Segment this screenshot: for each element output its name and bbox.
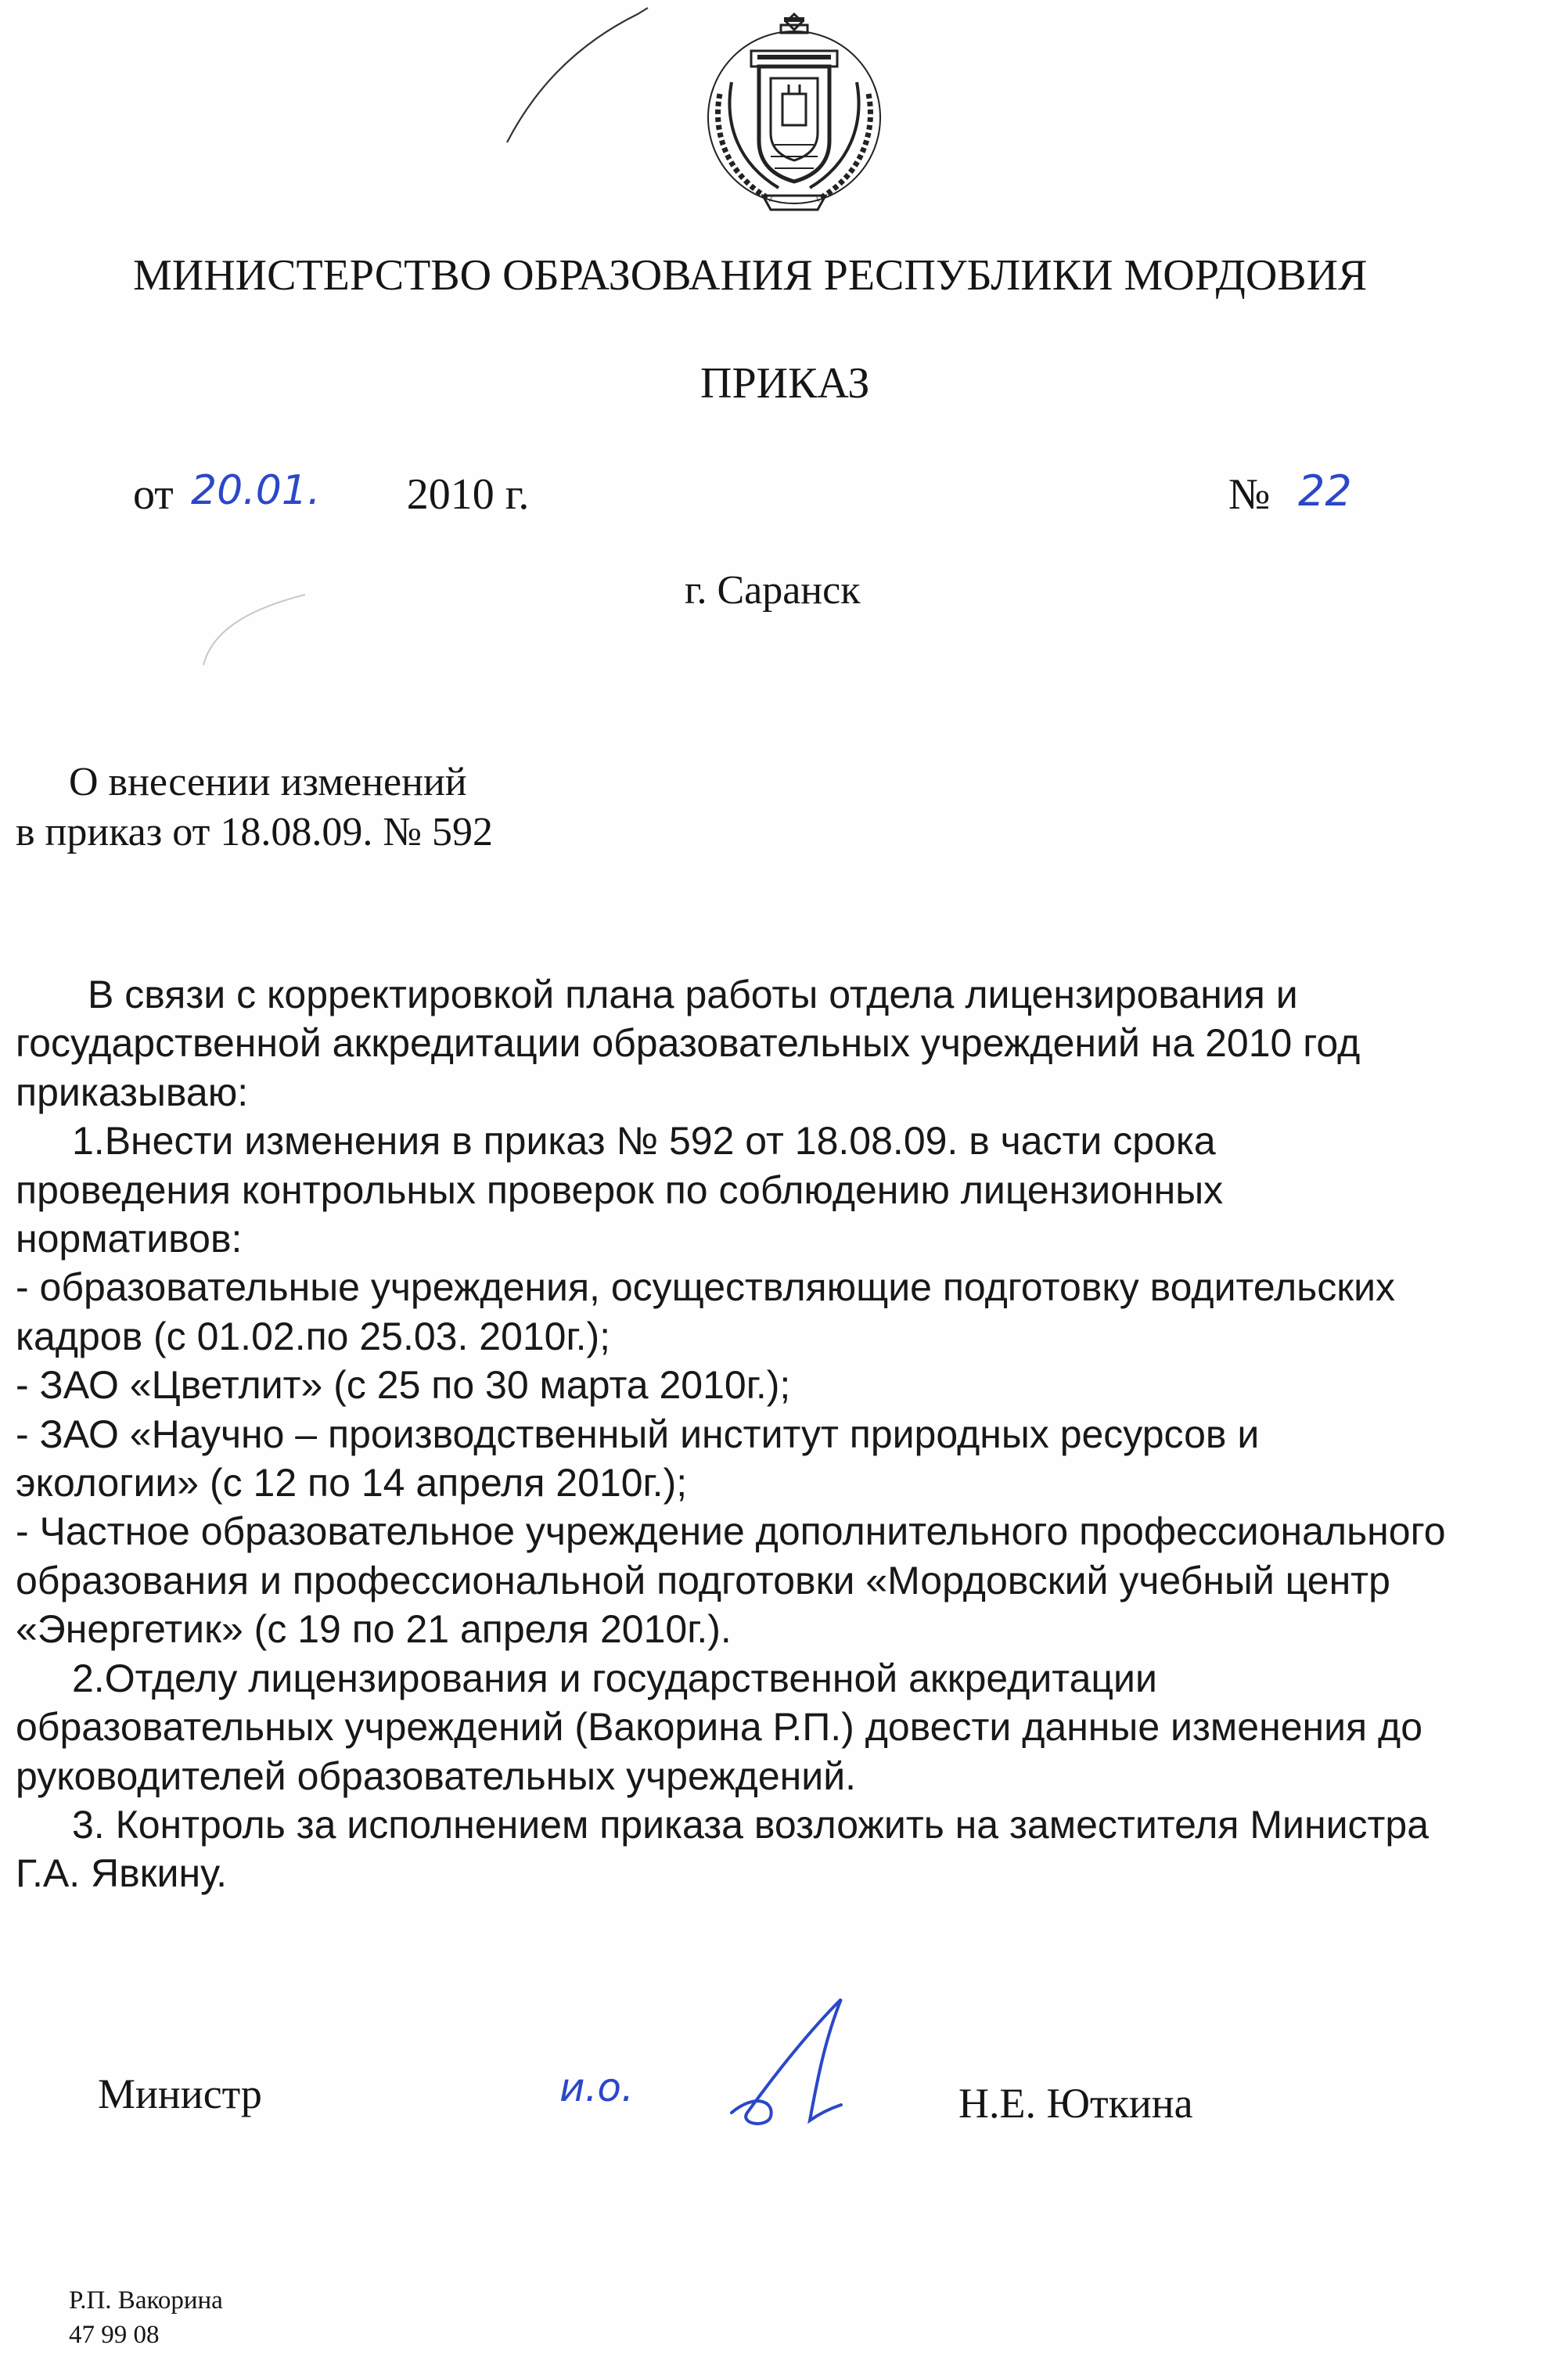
subject-line-1: О внесении изменений [69,760,467,804]
body-line: нормативов: [16,1217,243,1261]
handwritten-date-text: 20.01. [190,467,321,514]
stray-pen-stroke-top [501,0,689,149]
body-line: - Частное образовательное учреждение дополнительного профессионального [16,1509,1446,1554]
body-line: кадров (с 01.02.по 25.03. 2010г.); [16,1314,611,1358]
handwritten-date [185,462,396,516]
body-line: 2.Отделу лицензирования и государственной аккредитации [72,1656,1157,1700]
order-body [16,970,1549,1898]
body-line: - ЗАО «Цветлит» (с 25 по 30 марта 2010г.); [16,1363,791,1408]
body-line: экологии» (с 12 по 14 апреля 2010г.); [16,1461,688,1505]
body-line: руководителей образовательных учреждений. [16,1754,857,1798]
order-subject [16,757,493,858]
executor-block [69,2283,223,2352]
body-line: - образовательные учреждения, осуществляющие подготовку водительских [16,1265,1396,1310]
body-line: государственной аккредитации образовательных учреждений на 2010 год [16,1021,1361,1066]
date-prefix: от [133,470,174,519]
coat-of-arms-icon [696,8,892,215]
body-line: «Энергетик» (с 19 по 21 апреля 2010г.). [16,1607,732,1652]
order-title: ПРИКАЗ [700,359,870,408]
ministry-title: МИНИСТЕРСТВО ОБРАЗОВАНИЯ РЕСПУБЛИКИ МОРДОВИЯ [133,251,1368,300]
signature-acting-text: и.о. [559,2065,634,2110]
body-line: образования и профессиональной подготовки «Мордовский учебный центр [16,1558,1390,1602]
handwritten-number-text: 22 [1298,466,1353,516]
body-line: - ЗАО «Научно – производственный институт природных ресурсов и [16,1412,1260,1456]
date-suffix: 2010 г. [406,470,530,519]
stray-pen-stroke-mid [196,579,321,673]
signer-name: Н.Е. Юткина [958,2080,1193,2127]
order-number-line [1228,462,1375,520]
executor-name: Р.П. Вакорина [69,2286,223,2315]
subject-line-2: в приказ от 18.08.09. № 592 [16,810,493,854]
body-line: приказываю: [16,1070,249,1114]
signer-position: Министр [98,2070,262,2117]
executor-phone: 47 99 08 [69,2321,160,2349]
number-prefix: № [1228,470,1271,519]
city: г. Саранск [685,568,861,613]
handwritten-signature [473,1984,880,2140]
body-line: 1.Внести изменения в приказ № 592 от 18.08.09. в части срока [72,1119,1216,1164]
body-line: В связи с корректировкой плана работы отдела лицензирования и [88,973,1298,1016]
order-date-line [133,462,529,520]
body-line: проведения контрольных проверок по соблюдению лицензионных [16,1167,1224,1212]
body-line: образовательных учреждений (Вакорина Р.П.) довести данные изменения до [16,1705,1422,1750]
body-line: 3. Контроль за исполнением приказа возложить на заместителя Министра [72,1802,1430,1847]
signature-block [98,2065,1428,2156]
body-line: Г.А. Явкину. [16,1851,227,1896]
handwritten-number [1281,462,1375,516]
